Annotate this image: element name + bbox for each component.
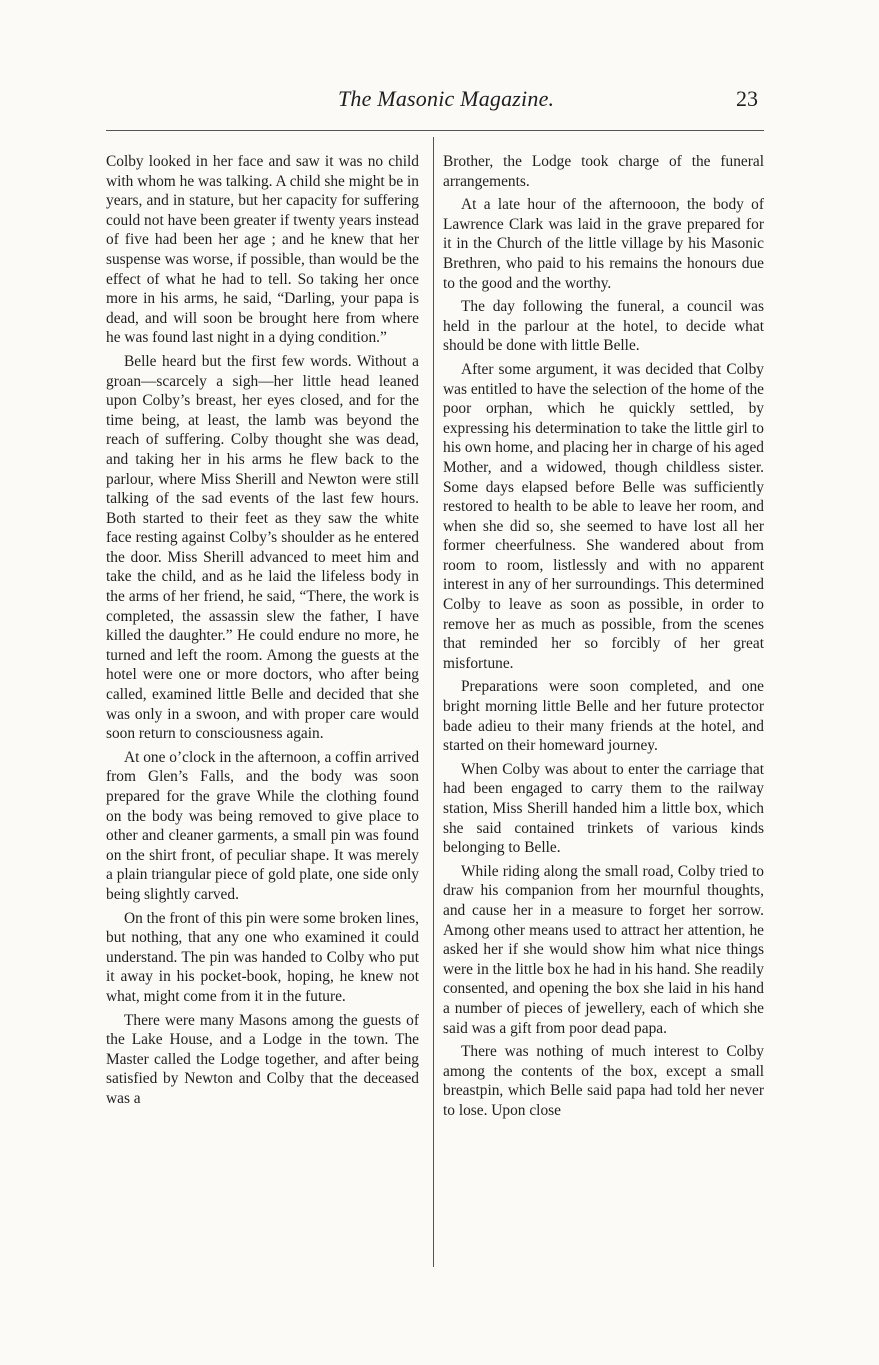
paragraph: There was nothing of much interest to Colby among the contents of the box, except a small breastpin, which Belle said papa had told her never to lose. Upon close <box>443 1043 764 1119</box>
paragraph: There were many Masons among the guests of the Lake House, and a Lodge in the town. The Master called the Lodge together, and after being satisfied by Newton and Colby that the deceased was a <box>106 1011 419 1107</box>
header-rule <box>106 130 764 131</box>
paragraph: After some argument, it was decided that Colby was entitled to have the selection of the home of the poor orphan, which he quickly settled, by expressing his determination to take the little girl to his own home, and placing her in charge of his aged Mother, and a widowed, though childless sister. Some days elapsed before Belle was sufficiently restored to health to be able to leave her room, and when she did so, she seemed to have lost all her former cheerfulness. She wandered about from room to room, listlessly and with no apparent interest in any of her surroundings. This determined Colby to leave as soon as possible, in order to remove her as much as possible, from the scenes that reminded her so forcibly of her great misfortune. <box>443 360 764 672</box>
left-column <box>106 152 419 1113</box>
paragraph: While riding along the small road, Colby tried to draw his companion from her mournful thoughts, and cause her in a measure to forget her sorrow. Among other means used to attract her attention, he asked her if she would show him what nice things were in the little box he had in his hand. She readily consented, and opening the box she laid in his hand a number of pieces of jewellery, each of which she said was a gift from poor dead papa. <box>443 862 764 1037</box>
paragraph: Belle heard but the first few words. Without a groan—scarcely a sigh—her little head leaned upon Colby’s breast, her eyes closed, and for the time being, at least, the lamb was beyond the reach of suffering. Colby thought she was dead, and taking her in his arms he flew back to the parlour, where Miss Sherill and Newton were still talking of the sad events of the last few hours. Both started to their feet as they saw the white face resting against Colby’s shoulder as he entered the door. Miss Sherill advanced to meet him and take the child, and as he laid the lifeless body in the arms of her friend, he said, “There, the work is completed, the assassin slew the father, I have killed the daughter.” He could endure no more, he turned and left the room. Among the guests at the hotel were one or more doctors, who after being called, examined little Belle and decided that she was only in a swoon, and with proper care would soon return to consciousness again. <box>106 352 419 743</box>
paragraph: When Colby was about to enter the carriage that had been engaged to carry them to the railway station, Miss Sherill handed him a little box, which she said contained trinkets of various kinds belonging to Belle. <box>443 760 764 857</box>
page-number: 23 <box>736 86 758 111</box>
right-column <box>443 152 764 1125</box>
paragraph: At one o’clock in the afternoon, a coffin arrived from Glen’s Falls, and the body was soon prepared for the grave While the clothing found on the body was being removed to give place to other and cleaner garments, a small pin was found on the shirt front, of peculiar shape. It was merely a plain triangular piece of gold plate, one side only being slightly carved. <box>106 748 420 903</box>
column-divider <box>433 137 434 1267</box>
paragraph: Preparations were soon completed, and one bright morning little Belle and her future protector bade adieu to their many friends at the hotel, and started on their homeward journey. <box>443 678 764 755</box>
paragraph: Brother, the Lodge took charge of the funeral arrangements. <box>443 153 764 190</box>
running-title: The Masonic Magazine. <box>338 86 555 111</box>
paragraph: Colby looked in her face and saw it was no child with whom he was talking. A child she might be in years, and in stature, but her capacity for suffering could not have been greater if twenty years instead of five had been her age ; and he knew that her suspense was worse, if possible, than would be the effect of what he had to tell. So taking her once more in his arms, he said, “Darling, your papa is dead, and will soon be brought here from where he was found last night in a dying condition.” <box>106 153 419 347</box>
page-header <box>0 86 879 126</box>
paragraph: On the front of this pin were some broken lines, but nothing, that any one who examined it could understand. The pin was handed to Colby who put it away in his pocket-book, hoping, he knew not what, might come from it in the future. <box>106 909 419 1005</box>
paragraph: At a late hour of the afternooon, the body of Lawrence Clark was laid in the grave prepared for it in the Church of the little village by his Masonic Brethren, who paid to his remains the honours due to the good and the worthy. <box>443 196 764 292</box>
paragraph: The day following the funeral, a council was held in the parlour at the hotel, to decide what should be done with little Belle. <box>443 298 764 355</box>
